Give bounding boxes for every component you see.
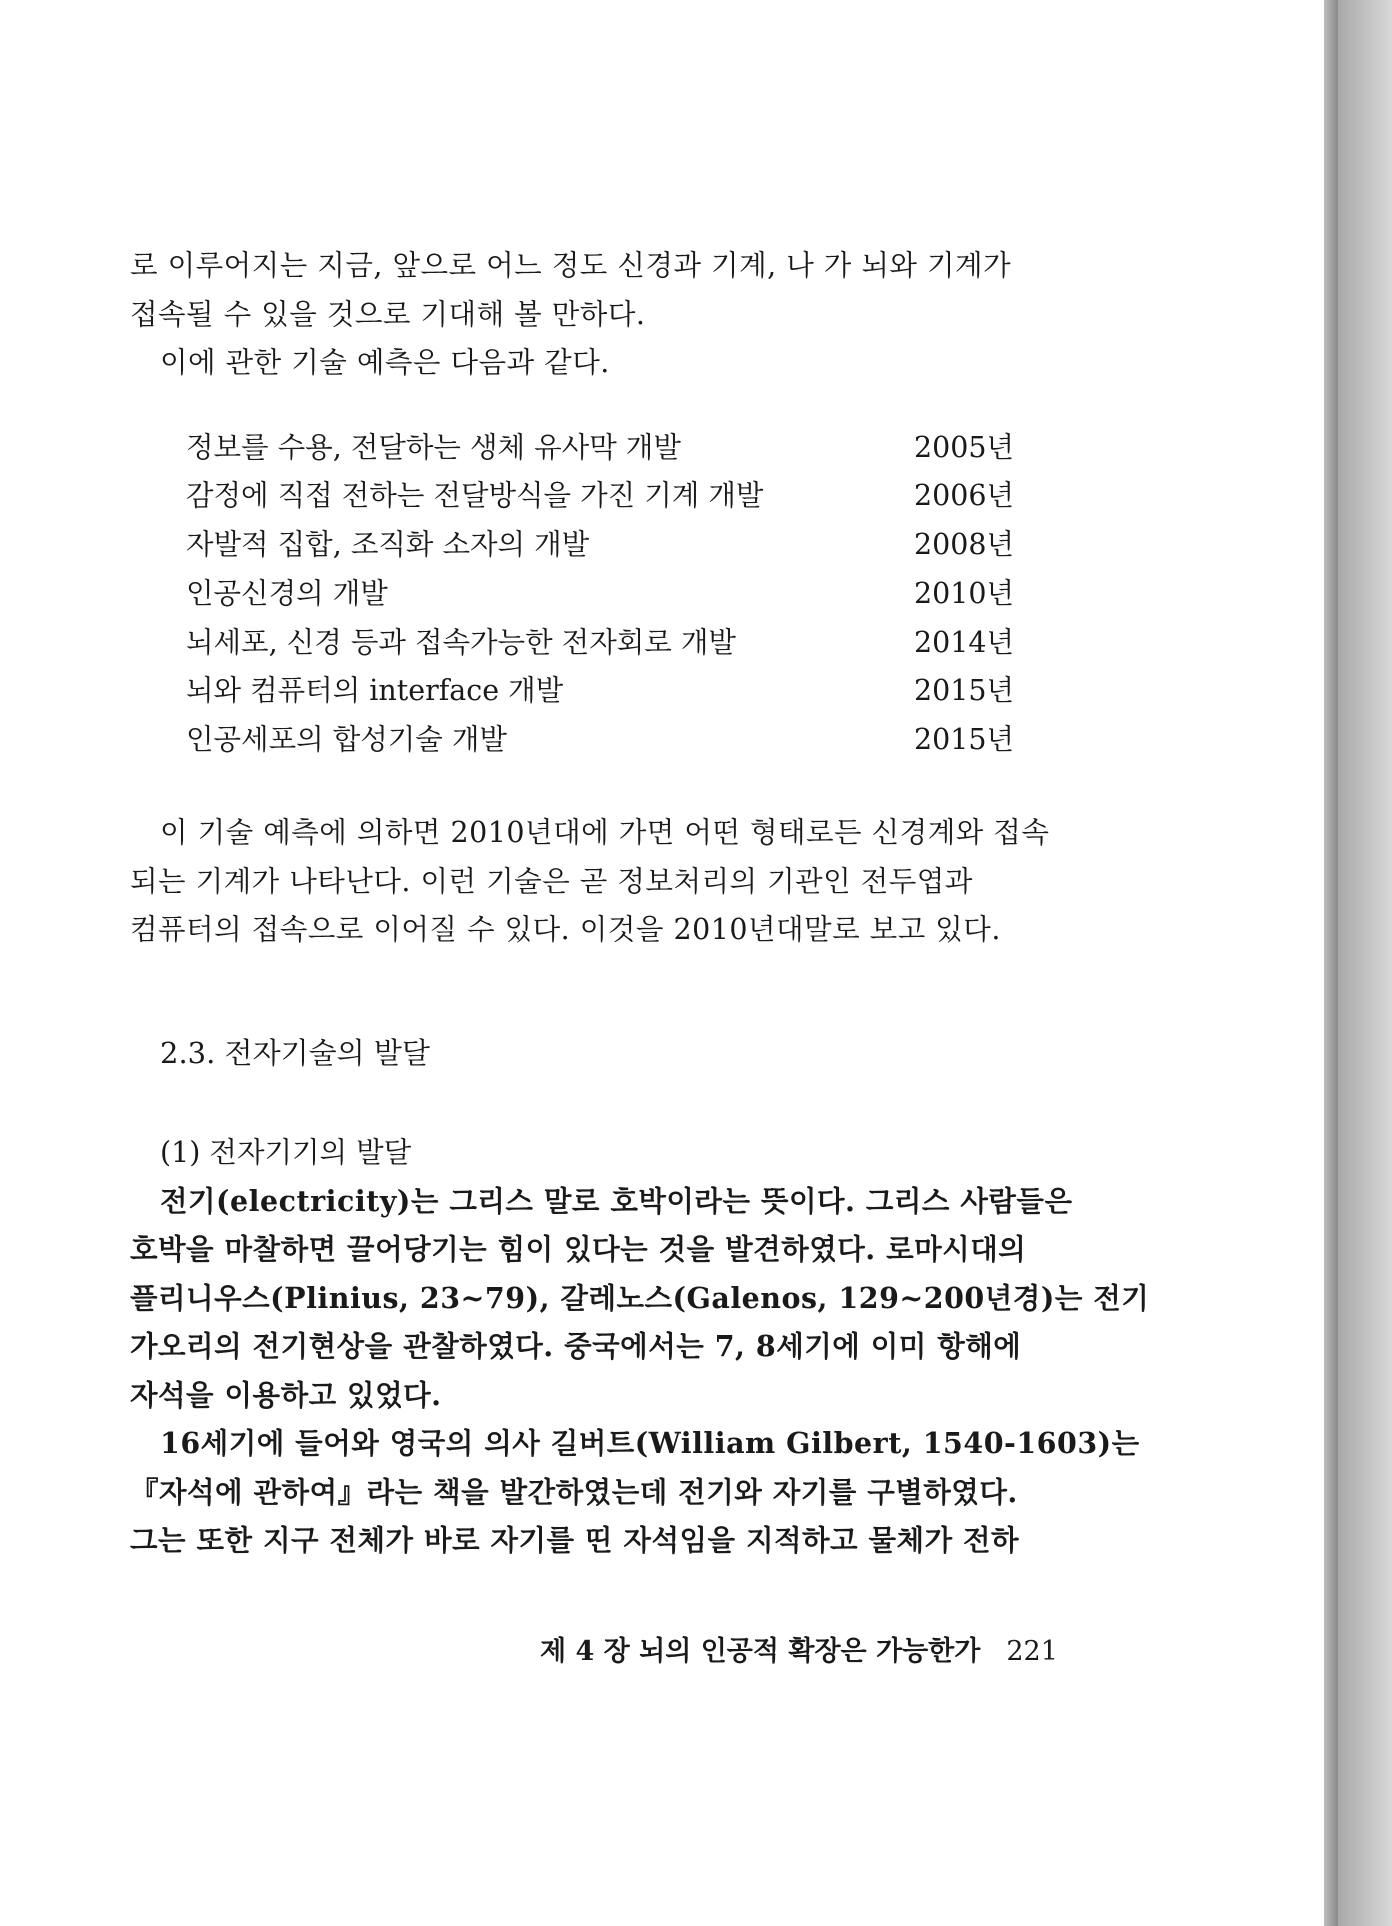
prediction-year: 2006년 <box>914 479 1015 513</box>
paragraph3-line-2: 호박을 마찰하면 끌어당기는 힘이 있다는 것을 발견하였다. 로마시대의 <box>130 1232 1027 1267</box>
paragraph2-line-2: 되는 기계가 나타난다. 이런 기술은 곧 정보처리의 기관인 전두엽과 <box>130 864 973 898</box>
prediction-year: 2008년 <box>914 528 1015 562</box>
page-footer <box>540 1632 1058 1672</box>
prediction-text: 인공세포의 합성기술 개발 <box>186 723 507 757</box>
prediction-year: 2005년 <box>914 430 1015 464</box>
paragraph3-line-5: 자석을 이용하고 있었다. <box>130 1377 442 1412</box>
chapter-title: 제 4 장 뇌의 인공적 확장은 가능한가 <box>540 1636 981 1667</box>
prediction-year: 2015년 <box>914 674 1015 708</box>
prediction-row <box>186 619 1015 668</box>
prediction-text: 인공신경의 개발 <box>186 576 388 610</box>
prediction-year: 2015년 <box>914 723 1015 757</box>
prediction-row <box>186 716 1015 765</box>
paragraph3-line-1: 전기(electricity)는 그리스 말로 호박이라는 뜻이다. 그리스 사람들은 <box>160 1183 1073 1218</box>
page-content <box>130 242 1150 1565</box>
prediction-row <box>186 472 1015 521</box>
spacer <box>130 765 1090 809</box>
paragraph2-line-3: 컴퓨터의 접속으로 이어질 수 있다. 이것을 2010년대말로 보고 있다. <box>130 913 1001 947</box>
prediction-text: 감정에 직접 전하는 전달방식을 가진 기계 개발 <box>186 479 764 513</box>
paragraph3-line-4: 가오리의 전기현상을 관찰하였다. 중국에서는 7, 8세기에 이미 항해에 <box>130 1329 1022 1364</box>
paragraph4-line-1: 16세기에 들어와 영국의 의사 길버트(William Gilbert, 1540-1603)는 <box>160 1426 1140 1461</box>
intro-line-1: 로 이루어지는 지금, 앞으로 어느 정도 신경과 기계, 나 가 뇌와 기계가 <box>130 249 1012 282</box>
page-edge <box>1324 0 1338 1926</box>
spacer <box>130 955 1090 1029</box>
viewer-background <box>1338 0 1392 1926</box>
page-number: 221 <box>1006 1636 1058 1667</box>
section-heading: 2.3. 전자기술의 발달 <box>160 1035 430 1070</box>
intro-line-3: 이에 관한 기술 예측은 다음과 같다. <box>160 346 610 379</box>
section-subheading: (1) 전자기기의 발달 <box>160 1135 412 1169</box>
prediction-text: 자발적 집합, 조직화 소자의 개발 <box>186 528 590 562</box>
intro-line-2: 접속될 수 있을 것으로 기대해 볼 만하다. <box>130 297 646 331</box>
prediction-year: 2010년 <box>914 576 1015 610</box>
prediction-row <box>186 570 1015 619</box>
prediction-list <box>186 424 1015 766</box>
paragraph4-line-3: 그는 또한 지구 전체가 바로 자기를 띤 자석임을 지적하고 물체가 전하 <box>130 1523 1020 1558</box>
prediction-text: 뇌와 컴퓨터의 interface 개발 <box>186 674 564 708</box>
prediction-text: 뇌세포, 신경 등과 접속가능한 전자회로 개발 <box>186 625 736 659</box>
prediction-year: 2014년 <box>914 625 1015 659</box>
prediction-text: 정보를 수용, 전달하는 생체 유사막 개발 <box>186 430 681 464</box>
paragraph4-line-2: 『자석에 관하여』라는 책을 발간하였는데 전기와 자기를 구별하였다. <box>130 1474 1018 1509</box>
paragraph2-line-1: 이 기술 예측에 의하면 2010년대에 가면 어떤 형태로든 신경계와 접속 <box>160 816 1050 850</box>
spacer <box>130 1077 1090 1129</box>
prediction-row <box>186 424 1015 473</box>
prediction-row <box>186 521 1015 570</box>
prediction-row <box>186 667 1015 716</box>
paragraph3-line-3: 플리니우스(Plinius, 23~79), 갈레노스(Galenos, 129~200년경)는 전기 <box>130 1280 1150 1315</box>
